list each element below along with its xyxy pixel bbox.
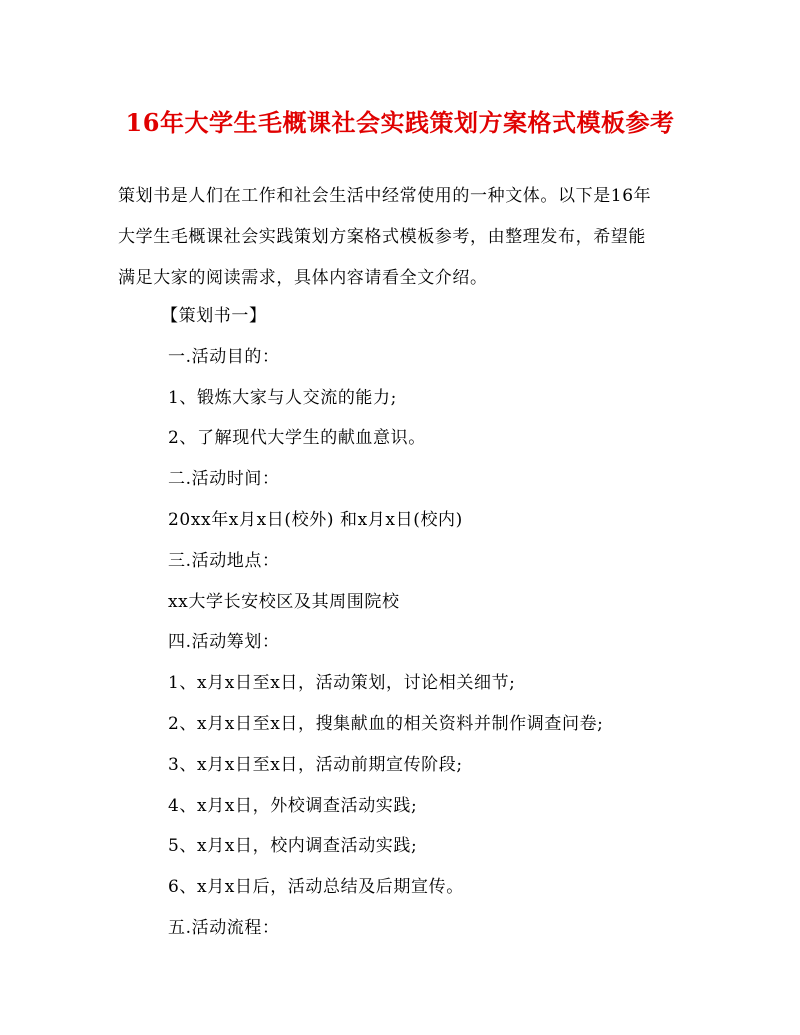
section-heading-process: 五.活动流程： [168,917,280,938]
document-title: 16年大学生毛概课社会实践策划方案格式模板参考 [125,108,675,137]
section-heading-purpose: 一.活动目的： [168,346,280,367]
list-item: 4、x月x日，外校调查活动实践; [168,795,418,816]
intro-line: 大学生毛概课社会实践策划方案格式模板参考，由整理发布，希望能 [118,227,646,247]
list-item: 3、x月x日至x日，活动前期宣传阶段; [168,754,463,775]
list-item: 5、x月x日，校内调查活动实践; [168,836,418,857]
list-item: 2、了解现代大学生的献血意识。 [168,428,426,449]
list-item: 20xx年x月x日(校外) 和x月x日(校内) [168,509,463,530]
intro-paragraph [118,176,688,299]
section-heading-plan-one: 【策划书一】 [161,306,267,326]
body-lines [118,296,604,949]
list-item: xx大学长安校区及其周围院校 [168,591,400,612]
list-item: 1、锻炼大家与人交流的能力; [168,387,397,408]
intro-line: 策划书是人们在工作和社会生活中经常使用的一种文体。以下是16年 [118,186,652,206]
section-heading-time: 二.活动时间： [168,469,280,490]
section-heading-planning: 四.活动筹划： [168,632,280,653]
section-heading-location: 三.活动地点： [168,550,280,571]
list-item: 1、x月x日至x日，活动策划，讨论相关细节; [168,673,516,694]
list-item: 2、x月x日至x日，搜集献血的相关资料并制作调查问卷; [168,713,604,734]
list-item: 6、x月x日后，活动总结及后期宣传。 [168,877,464,898]
intro-line: 满足大家的阅读需求，具体内容请看全文介绍。 [118,268,488,288]
